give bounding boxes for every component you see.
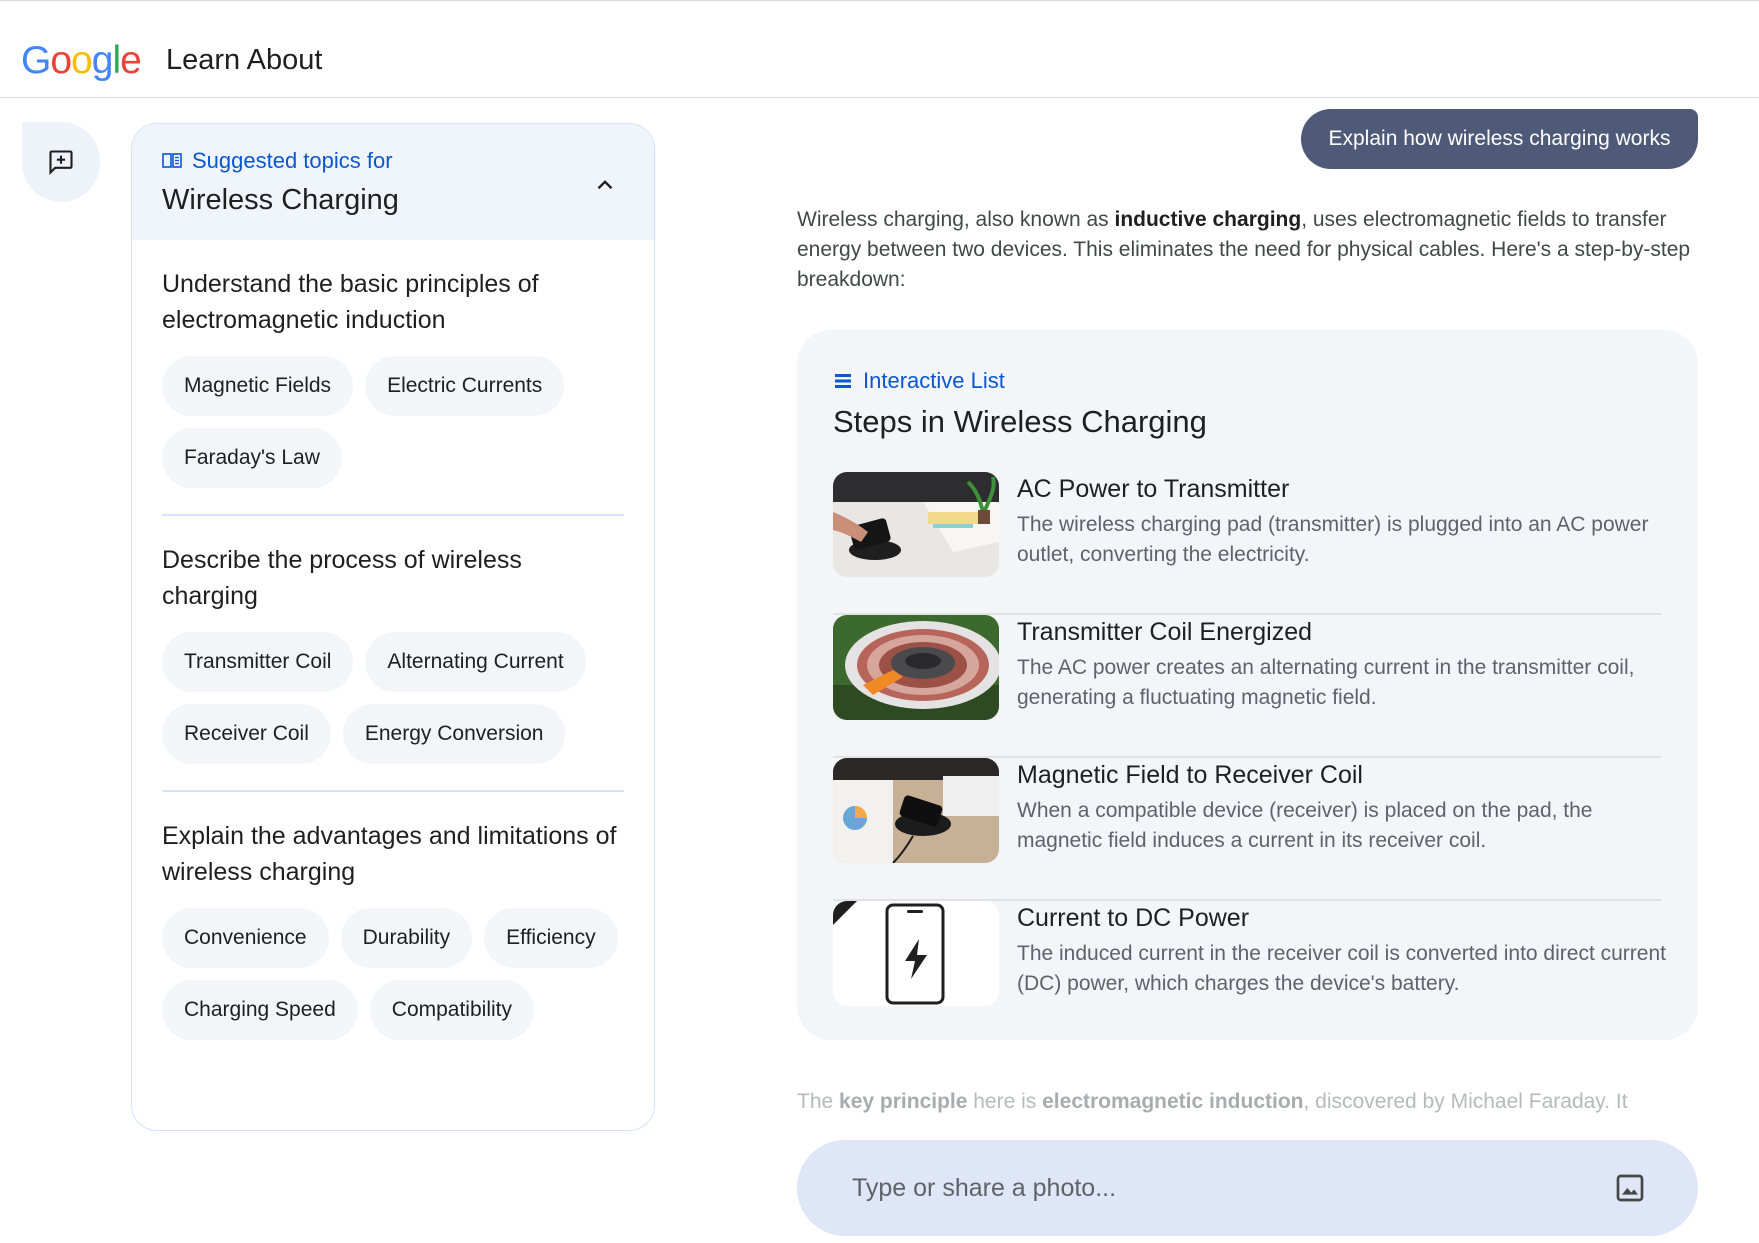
topic-section [132,516,654,792]
chip-transmitter-coil[interactable]: Transmitter Coil [162,632,353,692]
steps-list [833,472,1666,1044]
chat-input[interactable] [852,1168,1552,1208]
list-item[interactable] [833,901,1666,1044]
item-title: Transmitter Coil Energized [1017,618,1313,646]
top-bar [0,0,1759,98]
item-title: Current to DC Power [1017,904,1250,932]
item-title: Magnetic Field to Receiver Coil [1017,761,1363,789]
item-description: The induced current in the receiver coil is converted into direct current (DC) power, which charges the device's battery. [1017,942,1666,995]
chip-group [162,356,624,516]
item-title: AC Power to Transmitter [1017,475,1290,503]
section-title[interactable]: Understand the basic principles of electromagnetic induction [162,270,539,334]
list-icon [835,373,851,389]
book-icon [162,153,182,169]
suggested-topics-panel [131,123,655,1131]
list-title: Steps in Wireless Charging [833,404,1207,439]
response-continuation: The key principle here is electromagnetic induction, discovered by Michael Faraday. It [797,1090,1628,1113]
user-prompt-bubble: Explain how wireless charging works [1301,109,1698,169]
chip-convenience[interactable]: Convenience [162,908,329,968]
chevron-up-icon[interactable] [592,172,618,198]
app-title: Learn About [166,44,323,76]
phone-on-pad-photo [833,758,999,863]
chip-magnetic-fields[interactable]: Magnetic Fields [162,356,353,416]
new-chat-button[interactable] [22,122,100,202]
phone-charging-illustration [833,901,999,1006]
coil-photo [833,615,999,720]
list-item[interactable] [833,472,1661,615]
add-comment-icon [47,148,75,176]
chip-faradays-law[interactable]: Faraday's Law [162,428,342,488]
response-intro: Wireless charging, also known as inductive charging, uses electromagnetic fields to transfer energy between two devices. This eliminates the need for physical cables. Here's a step-by-step breakdown: [797,208,1691,291]
chip-electric-currents[interactable]: Electric Currents [365,356,564,416]
item-description: The AC power creates an alternating current in the transmitter coil, generating a fluctuating magnetic field. [1017,656,1635,709]
item-description: The wireless charging pad (transmitter) is plugged into an AC power outlet, converting the electricity. [1017,513,1649,566]
chip-receiver-coil[interactable]: Receiver Coil [162,704,331,764]
chip-group [162,632,624,792]
list-item[interactable] [833,615,1661,758]
topic-section [132,240,654,516]
chip-efficiency[interactable]: Efficiency [484,908,618,968]
topic-section [132,792,654,1066]
chip-charging-speed[interactable]: Charging Speed [162,980,358,1040]
interactive-list-card [797,330,1698,1040]
chip-group [162,908,624,1066]
interactive-list-label: Interactive List [835,368,1005,394]
chip-compatibility[interactable]: Compatibility [370,980,534,1040]
suggested-label: Suggested topics for [162,148,624,174]
item-description: When a compatible device (receiver) is placed on the pad, the magnetic field induces a current in its receiver coil. [1017,799,1593,852]
chip-alternating-current[interactable]: Alternating Current [365,632,585,692]
section-title[interactable]: Explain the advantages and limitations of wireless charging [162,822,617,886]
chat-input-bar [797,1140,1698,1236]
charging-pad-photo [833,472,999,577]
chip-durability[interactable]: Durability [341,908,473,968]
topic-title: Wireless Charging [162,184,399,216]
list-item[interactable] [833,758,1661,901]
chip-energy-conversion[interactable]: Energy Conversion [343,704,566,764]
section-title[interactable]: Describe the process of wireless charging [162,546,522,610]
google-logo[interactable]: Google [21,39,141,82]
topics-header [132,124,654,240]
image-upload-icon[interactable] [1614,1172,1646,1204]
